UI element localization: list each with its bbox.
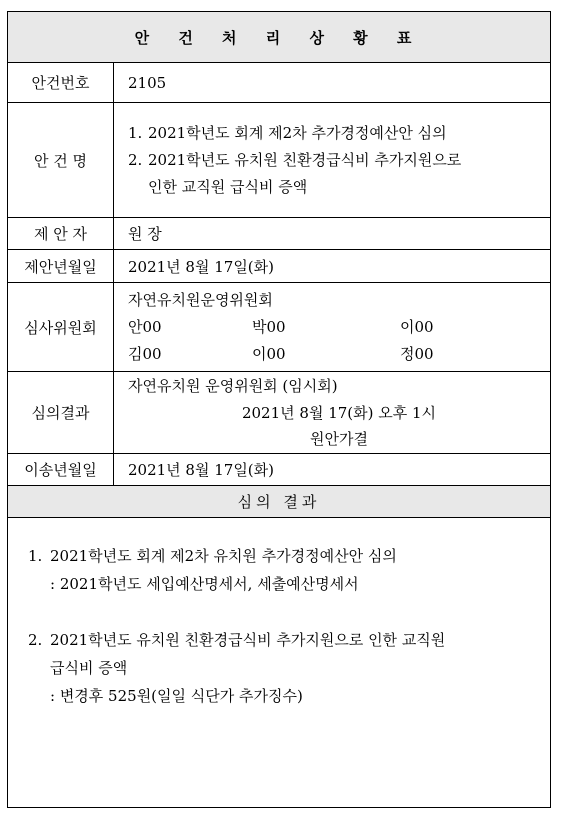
section-item-1-detail: : 2021학년도 세입예산명세서, 세출예산명세서 [50, 575, 359, 593]
proposer-label: 제 안 자 [8, 218, 114, 250]
proposal-date-value: 2021년 8월 17일(화) [114, 250, 551, 283]
committee-label: 심사위원회 [8, 283, 114, 372]
result-datetime: 2021년 8월 17(화) 오후 1시 [241, 404, 437, 422]
bill-name-value [114, 103, 551, 218]
result-decision: 원안가결 [310, 430, 368, 448]
transfer-date-label: 이송년월일 [8, 454, 114, 486]
committee-members [128, 314, 550, 368]
proposer-value: 원 장 [114, 218, 551, 250]
bill-name-item-1: 1. 2021학년도 회계 제2차 추가경정예산안 심의 [128, 123, 447, 142]
bill-status-table [7, 11, 551, 808]
section-item-2-detail: : 변경후 525원(일일 식단가 추가징수) [50, 687, 303, 705]
bill-number-label: 안건번호 [8, 63, 114, 103]
committee-value [114, 283, 551, 372]
result-meeting: 자연유치원 운영위원회 (임시회) [128, 377, 338, 395]
member: 이00 [252, 344, 286, 363]
section-item-2: 2. 2021학년도 유치원 친환경급식비 추가지원으로 인한 교직원 [28, 631, 446, 649]
transfer-date-value: 2021년 8월 17일(화) [114, 454, 551, 486]
section-title: 심의 결과 [8, 486, 551, 518]
member: 안00 [128, 317, 162, 336]
result-label: 심의결과 [8, 372, 114, 454]
bill-name-label: 안 건 명 [8, 103, 114, 218]
bill-name-item-2: 2. 2021학년도 유치원 친환경급식비 추가지원으로 인한 교직원 급식비 증액 [128, 150, 462, 196]
member: 이00 [400, 317, 434, 336]
member: 김00 [128, 344, 162, 363]
member: 정00 [400, 344, 434, 363]
result-value [114, 372, 551, 454]
member: 박00 [252, 317, 286, 336]
section-item-2-cont: 급식비 증액 [50, 659, 128, 677]
section-item-1: 1. 2021학년도 회계 제2차 유치원 추가경정예산안 심의 [28, 547, 397, 565]
bill-number-value: 2105 [114, 63, 551, 103]
proposal-date-label: 제안년월일 [8, 250, 114, 283]
section-body [8, 518, 551, 808]
document-title: 안 건 처 리 상 황 표 [8, 12, 551, 63]
committee-name: 자연유치원운영위원회 [128, 290, 273, 309]
